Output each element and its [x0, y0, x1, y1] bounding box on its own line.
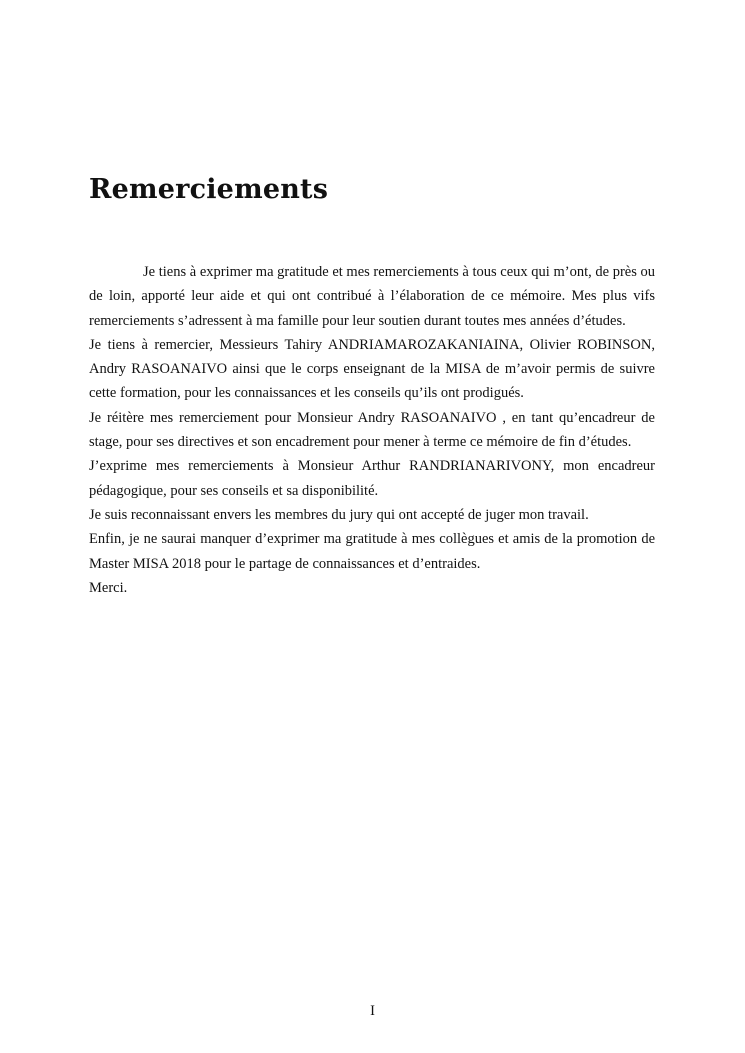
acknowledgements-body — [89, 260, 655, 600]
page-title: Remerciements — [89, 174, 329, 205]
paragraph-closing: Merci. — [89, 579, 128, 596]
paragraph-gratitude: Je tiens à exprimer ma gratitude et mes remerciements à tous ceux qui m’ont, de près ou de loin, apporté leur aide et qui ont contribué à l’élaboration de ce mémoire. Mes plus vifs remerciements s’adressent à ma famille pour leur soutien durant toutes mes années d’études. — [89, 264, 655, 329]
paragraph-thanks-internship-supervisor: Je réitère mes remerciement pour Monsieur Andry RASOANAIVO , en tant qu’encadreur de stage, pour ses directives et son encadrement pour mener à terme ce mémoire de fin d’études. — [89, 409, 655, 451]
paragraph-thanks-colleagues: Enfin, je ne saurai manquer d’exprimer ma gratitude à mes collègues et amis de la promotion de Master MISA 2018 pour le partage de connaissances et d’entraides. — [89, 531, 655, 572]
page-number: I — [370, 1003, 375, 1019]
paragraph-thanks-jury: Je suis reconnaissant envers les membres du jury qui ont accepté de juger mon travail. — [89, 506, 589, 523]
paragraph-thanks-academic-supervisor: J’exprime mes remerciements à Monsieur Arthur RANDRIANARIVONY, mon encadreur pédagogique, pour ses conseils et sa disponibilité. — [89, 458, 655, 499]
paragraph-thanks-teachers: Je tiens à remercier, Messieurs Tahiry ANDRIAMAROZAKANIAINA, Olivier ROBINSON, Andry RASOANAIVO ainsi que le corps enseignant de la MISA de m’avoir permis de suivre cette formation, pour les connaissances et les conseils qu’ils ont prodigués. — [89, 336, 655, 402]
